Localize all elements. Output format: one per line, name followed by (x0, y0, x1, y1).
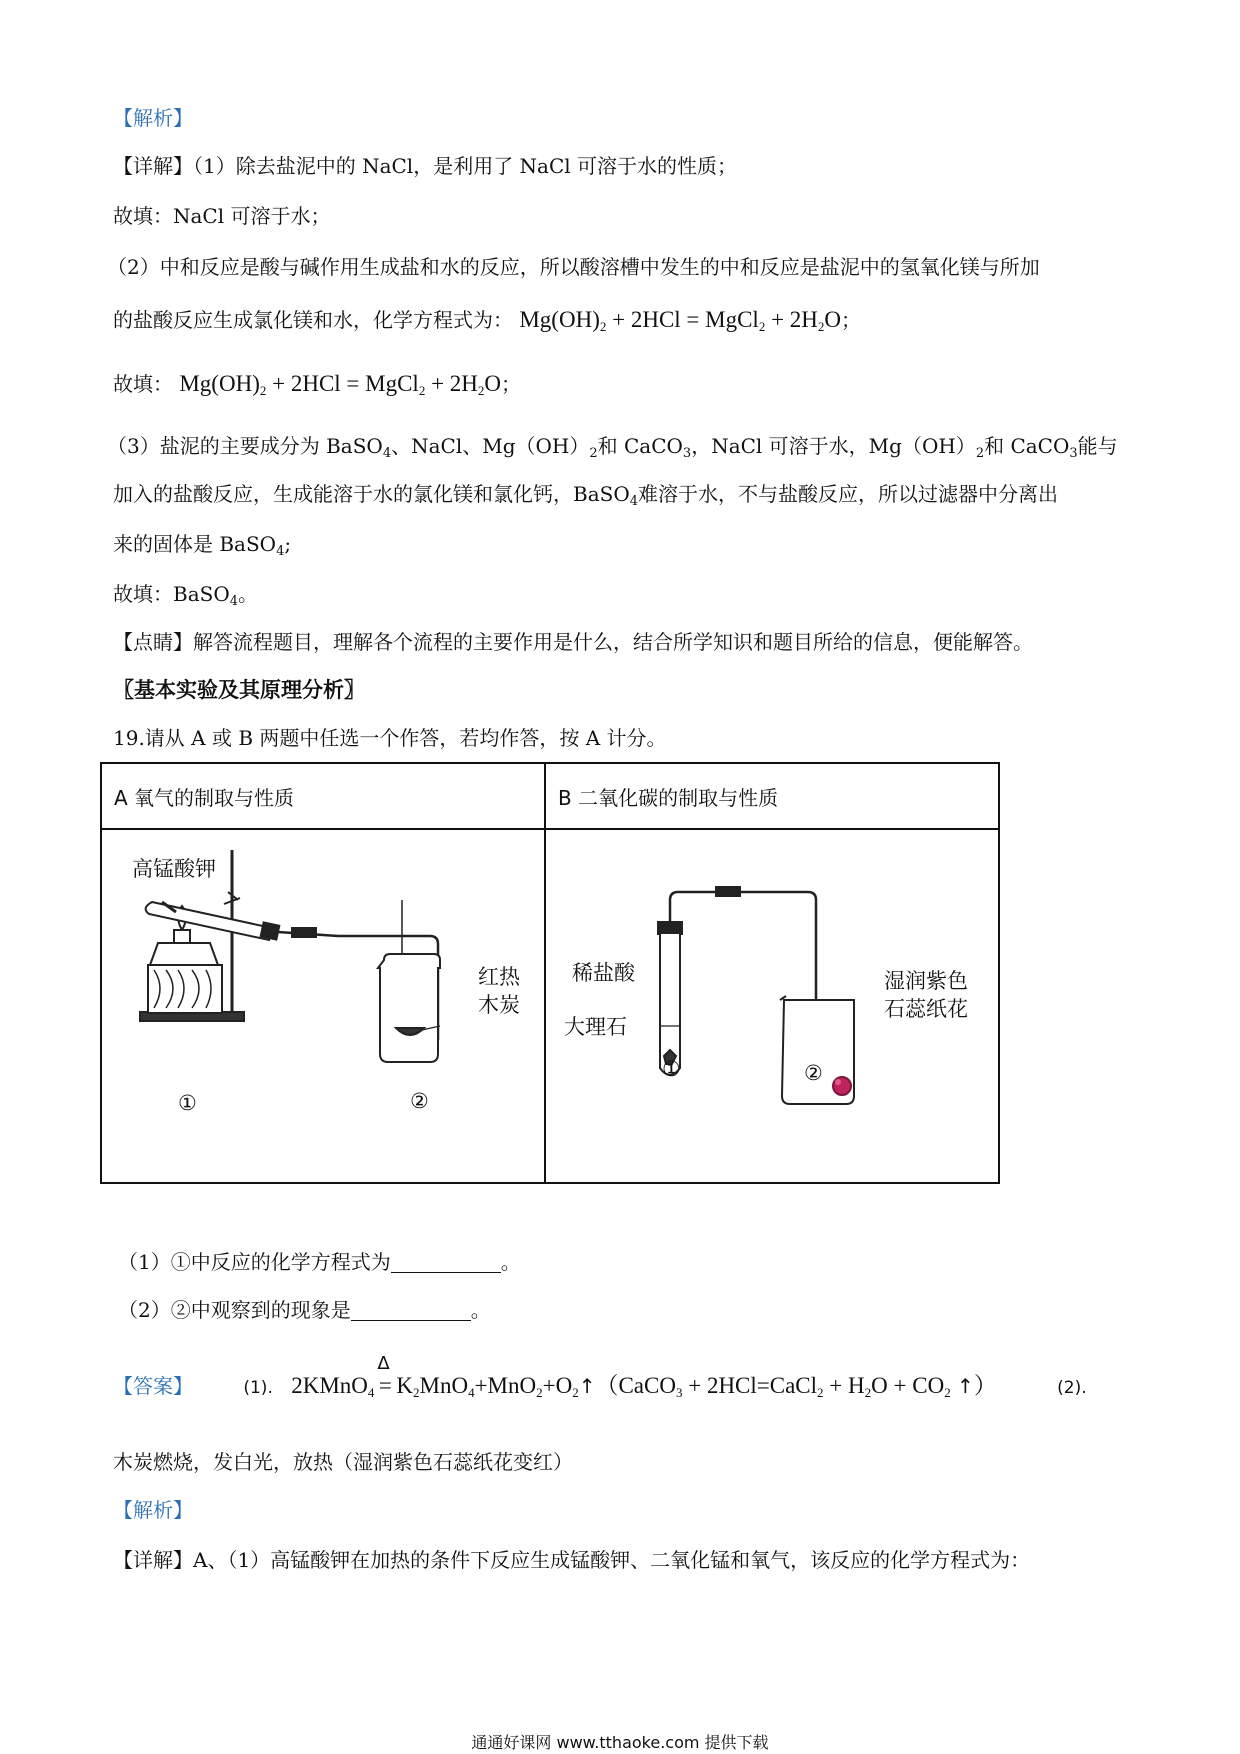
subquestion-1: （1）①中反应的化学方程式为 。 (118, 1250, 521, 1274)
detail-line-3c: 来的固体是 BaSO$_4$; (113, 532, 292, 559)
equation-mg-oh: $Mg(OH)_2 + 2HCl$ = MgCl$_2$ + $2H_2O$ (519, 307, 842, 334)
label-b-num-1: ① (662, 1057, 681, 1081)
answer-blank-2 (351, 1300, 471, 1321)
detail-text-1: （1）除去盐泥中的 NaCl，是利用了 NaCl 可溶于水的性质； (193, 154, 738, 178)
label-b-num-2: ② (804, 1061, 823, 1085)
detail-text-a: A、（1）高锰酸钾在加热的条件下反应生成锰酸钾、二氧化锰和氧气，该反应的化学方程式为： (193, 1548, 1031, 1572)
answer-num-1: (1). (243, 1378, 273, 1398)
label-red-hot-charcoal-1: 红热 (478, 965, 520, 989)
point-line (113, 628, 1033, 656)
detail-line-3a: （3）盐泥的主要成分为 BaSO$_4$、NaCl、$Mg(OH)_2$和 CaCO$_3$，NaCl 可溶于水，$Mg(OH)_2$和 CaCO$_3$能与 (107, 434, 1118, 461)
page-footer: 通通好课网 www.tthaoke.com 提供下载 (471, 1733, 769, 1752)
detail-line-a (113, 1546, 1030, 1574)
header-b: B 二氧化碳的制取与性质 (558, 786, 779, 810)
test-tube (146, 902, 272, 940)
point-text: 解答流程题目，理解各个流程的主要作用是什么，结合所学知识和题目所给的信息，便能解答。 (193, 630, 1033, 654)
detail-line-2b: 的盐酸反应生成氯化镁和水，化学方程式为： $Mg(OH)_2 + 2HCl$ = MgCl$_2$ + $2H_2O$； (113, 307, 862, 334)
detail-line-3b: 加入的盐酸反应，生成能溶于水的氯化镁和氯化钙，BaSO$_4$难溶于水，不与盐酸反应，所以过滤器中分离出 (113, 482, 1058, 509)
question-19-stem: 19.请从 A 或 B 两题中任选一个作答，若均作答，按 A 计分。 (113, 726, 667, 750)
label-a-num-2: ② (410, 1089, 429, 1113)
fill-line-2: 故填： $Mg(OH)_2 + 2HCl$ = MgCl$_2$ + $2H_2O$； (113, 371, 522, 398)
detail-line-2a: （2）中和反应是酸与碱作用生成盐和水的反应，所以酸溶槽中发生的中和反应是盐泥中的氢氧化镁与所加 (107, 255, 1040, 279)
detail-label: 【详解】 (113, 154, 193, 178)
answer-equation-caco3: （CaCO$_3$ + 2HCl=CaCl$_2$ + $H_2O + CO_2$ ↑） (595, 1373, 997, 1400)
label-litmus-paper-2: 石蕊纸花 (884, 997, 968, 1021)
equation-mg-oh-fill: $Mg(OH)_2 + 2HCl$ = MgCl$_2$ + $2H_2O$ (179, 371, 502, 398)
label-marble: 大理石 (564, 1015, 627, 1039)
parse-heading-2: 【解析】 (113, 1498, 193, 1522)
parse-heading: 【解析】 (113, 106, 193, 130)
alcohol-lamp (150, 943, 218, 965)
answer-num-2: (2). (1057, 1378, 1087, 1398)
detail-text-2b: 的盐酸反应生成氯化镁和水，化学方程式为： (113, 308, 513, 332)
litmus-flower (833, 1077, 851, 1095)
label-dilute-hcl: 稀盐酸 (572, 961, 635, 985)
label-a-num-1: ① (178, 1091, 197, 1115)
fill-line-1: 故填：NaCl 可溶于水； (113, 204, 331, 228)
answer-blank-1 (391, 1252, 501, 1273)
label-litmus-paper-1: 湿润紫色 (884, 969, 968, 993)
answer-equation-kmno4: 2KMnO$_4$ Δ = $K_2MnO_4+MnO_2+O_2↑$ (291, 1353, 596, 1400)
subquestion-2: （2）②中观察到的现象是 。 (118, 1298, 491, 1322)
header-a: A 氧气的制取与性质 (114, 786, 295, 810)
section-title: 〖基本实验及其原理分析〗 (113, 677, 365, 702)
gas-collecting-bottle (378, 954, 440, 1062)
detail-line-1 (113, 152, 737, 180)
point-label: 【点睛】 (113, 630, 193, 654)
fill-label-2: 故填： (113, 372, 173, 396)
heating-condition: Δ = (377, 1353, 392, 1398)
answer-2-text: 木炭燃烧，发白光，放热（湿润紫色石蕊纸花变红） (113, 1450, 573, 1474)
answer-label: 【答案】 (113, 1374, 193, 1398)
detail-label-2: 【详解】 (113, 1548, 193, 1572)
fill-line-3: 故填：BaSO$_4$。 (113, 582, 258, 609)
label-red-hot-charcoal-2: 木炭 (478, 993, 520, 1017)
label-potassium-permanganate: 高锰酸钾 (132, 857, 216, 881)
answer-line (113, 1353, 1087, 1402)
experiment-table (100, 762, 1000, 1184)
